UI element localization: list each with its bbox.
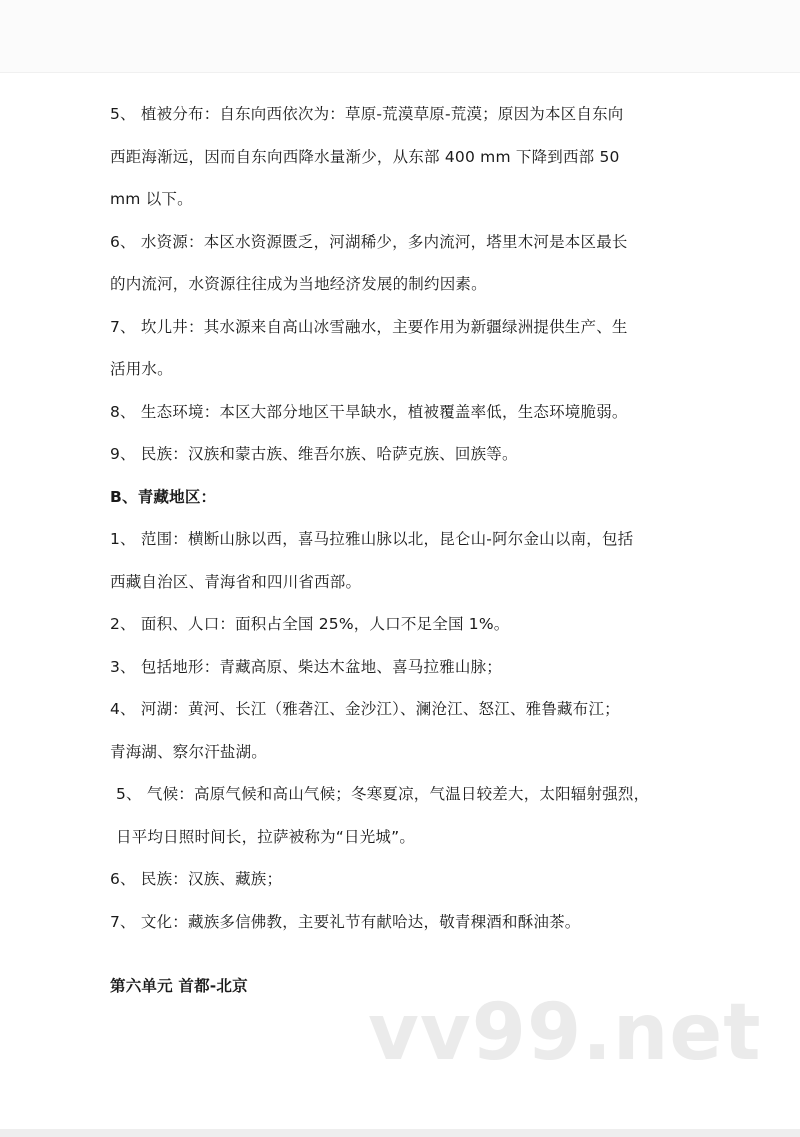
paragraph-line: 6、 水资源：本区水资源匮乏，河湖稀少，多内流河，塔里木河是本区最长 bbox=[110, 233, 628, 251]
paragraph-line: 西距海渐远，因而自东向西降水量渐少，从东部 400 mm 下降到西部 50 bbox=[110, 148, 620, 166]
paragraph-line: 活用水。 bbox=[110, 360, 173, 378]
paragraph-line: mm 以下。 bbox=[110, 190, 193, 208]
paragraph-line: 的内流河，水资源往往成为当地经济发展的制约因素。 bbox=[110, 275, 487, 293]
paragraph-line: 8、 生态环境：本区大部分地区干旱缺水，植被覆盖率低，生态环境脆弱。 bbox=[110, 403, 628, 421]
section-heading: B、青藏地区： bbox=[110, 488, 217, 506]
paragraph-line: 日平均日照时间长，拉萨被称为“日光城”。 bbox=[116, 828, 416, 846]
paragraph-line: 7、 文化：藏族多信佛教，主要礼节有献哈达，敬青稞酒和酥油茶。 bbox=[110, 913, 581, 931]
paragraph-line: 2、 面积、人口：面积占全国 25%，人口不足全国 1%。 bbox=[110, 615, 510, 633]
paragraph-line: 青海湖、察尔汗盐湖。 bbox=[110, 743, 268, 761]
bottom-bar bbox=[0, 1129, 800, 1137]
paragraph-line: 5、 植被分布：自东向西依次为：草原-荒漠草原-荒漠；原因为本区自东向 bbox=[110, 105, 624, 123]
paragraph-line: 7、 坎儿井：其水源来自高山冰雪融水，主要作用为新疆绿洲提供生产、生 bbox=[110, 318, 628, 336]
paragraph-line: 西藏自治区、青海省和四川省西部。 bbox=[110, 573, 362, 591]
unit-heading: 第六单元 首都-北京 bbox=[110, 977, 248, 995]
paragraph-line: 6、 民族：汉族、藏族； bbox=[110, 870, 283, 888]
paragraph-line: 1、 范围：横断山脉以西，喜马拉雅山脉以北，昆仑山-阿尔金山以南，包括 bbox=[110, 530, 634, 548]
watermark: vv99.net bbox=[368, 988, 762, 1078]
paragraph-line: 3、 包括地形：青藏高原、柴达木盆地、喜马拉雅山脉； bbox=[110, 658, 502, 676]
paragraph-line: 9、 民族：汉族和蒙古族、维吾尔族、哈萨克族、回族等。 bbox=[110, 445, 518, 463]
top-bar bbox=[0, 0, 800, 73]
paragraph-line: 4、 河湖：黄河、长江（雅砻江、金沙江）、澜沧江、怒江、雅鲁藏布江； bbox=[110, 700, 620, 718]
paragraph-line: 5、 气候：高原气候和高山气候；冬寒夏凉，气温日较差大，太阳辐射强烈， bbox=[116, 785, 650, 803]
